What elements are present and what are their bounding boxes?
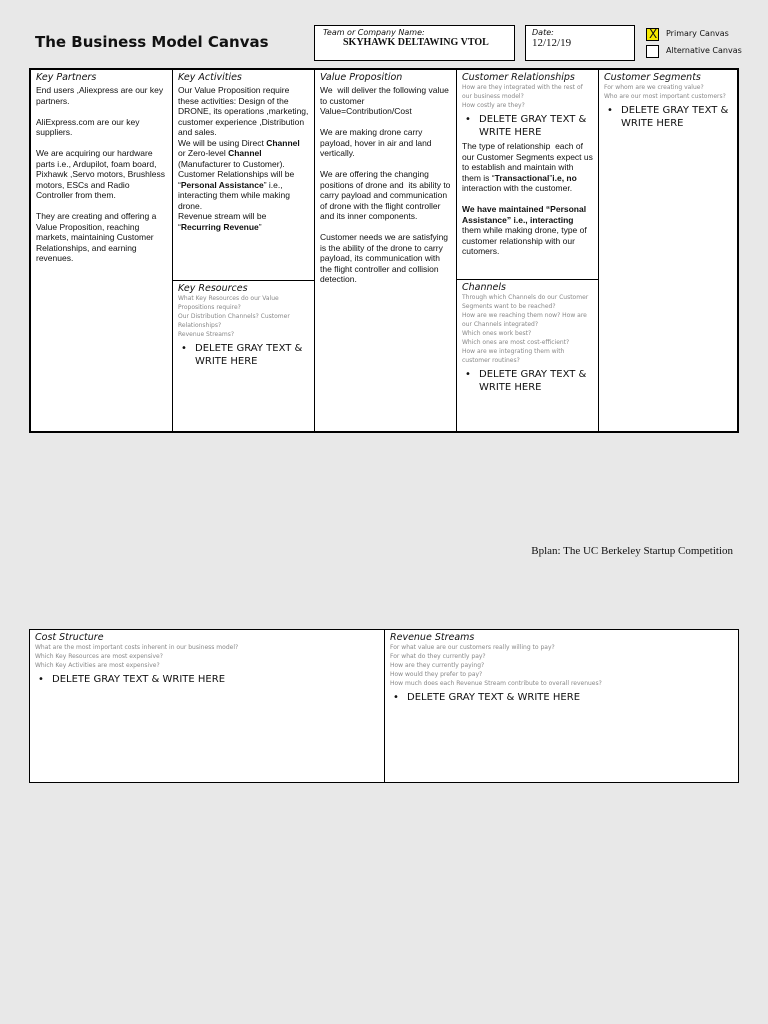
key-partners-text: End users ,Aliexpress are our key partners. AliExpress.com are our key suppliers. We are acquiring our hardware parts i.e., Ardupilot, foam board, Pixhawk ,Servo motors, Brushless motors, ESCs and Radio Controller from them. They are creating and offering a Value Proposition, reaching markets, maintaining Customer Relationships, and earning revenues. (36, 85, 165, 263)
revenue-streams-cell[interactable] (385, 630, 738, 782)
cost-structure-cell[interactable] (30, 630, 385, 782)
team-name-box[interactable] (314, 25, 515, 61)
primary-canvas-checkbox[interactable] (646, 28, 659, 41)
bottom-grid (29, 629, 739, 783)
key-activities-header: Key Activities (178, 72, 242, 83)
revenue-streams-header: Revenue Streams (390, 632, 475, 643)
cost-structure-header: Cost Structure (35, 632, 104, 643)
revenue-streams-prompt: For what value are our customers really willing to pay? For what do they currently pay? How are they currently paying? How would they prefer to pay? How much does each Revenue Stream contribute to overall revenues? (390, 644, 602, 687)
cost-structure-prompt: What are the most important costs inherent in our business model? Which Key Resources are most expensive? Which Key Activities are most expensive? (35, 644, 239, 669)
key-partners-cell[interactable] (31, 70, 173, 431)
key-resources-header: Key Resources (178, 283, 248, 294)
date-box[interactable] (525, 25, 635, 61)
customer-segments-prompt: For whom are we creating value? Who are our most important customers? (604, 84, 726, 100)
key-resources-cell[interactable] (173, 281, 315, 431)
date-label: Date: (532, 28, 554, 37)
footer-note: Bplan: The UC Berkeley Startup Competition (531, 545, 733, 557)
value-proposition-cell[interactable] (315, 70, 457, 431)
alternative-canvas-label: Alternative Canvas (666, 46, 742, 55)
customer-segments-cell[interactable] (599, 70, 737, 431)
date-value: 12/12/19 (532, 37, 572, 49)
primary-canvas-label: Primary Canvas (666, 29, 729, 38)
alternative-canvas-checkbox[interactable] (646, 45, 659, 58)
value-proposition-header: Value Proposition (320, 72, 403, 83)
cost-structure-bullet: • DELETE GRAY TEXT & WRITE HERE (38, 674, 226, 685)
value-proposition-text: We will deliver the following value to customer Value=Contribution/Cost We are making drone carry payload, hover in air and land vertically. We are offering the changing positions of drone and its ability to carry payload and communication of drone with the flight controller and its inner components. Customer needs we are satisfying is the ability of the drone to carry payload, its communication with the flight controller and collision detection. (320, 85, 451, 284)
customer-relationships-prompt: How are they integrated with the rest of our business model? How costly are they? (462, 84, 583, 109)
key-resources-prompt: What Key Resources do our Value Propositions require? Our Distribution Channels? Customer Relationships? Revenue Streams? (178, 295, 290, 338)
key-partners-header: Key Partners (36, 72, 97, 83)
revenue-streams-bullet: • DELETE GRAY TEXT & WRITE HERE (393, 692, 581, 703)
page-title: The Business Model Canvas (35, 33, 269, 51)
team-name-label: Team or Company Name: (323, 28, 425, 37)
customer-relationships-header: Customer Relationships (462, 72, 575, 83)
channels-bullet: • DELETE GRAY TEXT & WRITE HERE (465, 369, 587, 393)
channels-cell[interactable] (457, 280, 599, 431)
key-activities-text: Our Value Proposition require these activities: Design of the DRONE, its operations ,marketing, customer experience ,Distribution and sales. We will be using Direct Channel or Zero-level Channel (Manufacturer to Customer). Customer Relationships will be “Personal Assistance” i.e., interacting them while making drone. Revenue stream will be “Recurring Revenue” (178, 85, 311, 232)
channels-prompt: Through which Channels do our Customer Segments want to be reached? How are we reaching them now? How are our Channels integrated? Which ones work best? Which ones are most cost-efficient? How are we integrating them with customer routines? (462, 294, 589, 364)
team-name-value: SKYHAWK DELTAWING VTOL (343, 37, 489, 48)
customer-segments-header: Customer Segments (604, 72, 701, 83)
customer-segments-bullet: • DELETE GRAY TEXT & WRITE HERE (607, 105, 729, 129)
key-resources-bullet: • DELETE GRAY TEXT & WRITE HERE (181, 343, 303, 367)
canvas-grid (29, 68, 739, 433)
customer-relationships-text: The type of relationship each of our Customer Segments expect us to establish and maintain with them is “Transactional”i.e, no interaction with the customer. We have maintained “Personal Assistance” i.e., interacting them while making drone, type of customer relationship with our cutomers. (462, 141, 596, 256)
customer-relationships-bullet: • DELETE GRAY TEXT & WRITE HERE (465, 114, 587, 138)
channels-header: Channels (462, 282, 506, 293)
customer-relationships-cell[interactable] (457, 70, 599, 279)
key-activities-cell[interactable] (173, 70, 315, 280)
